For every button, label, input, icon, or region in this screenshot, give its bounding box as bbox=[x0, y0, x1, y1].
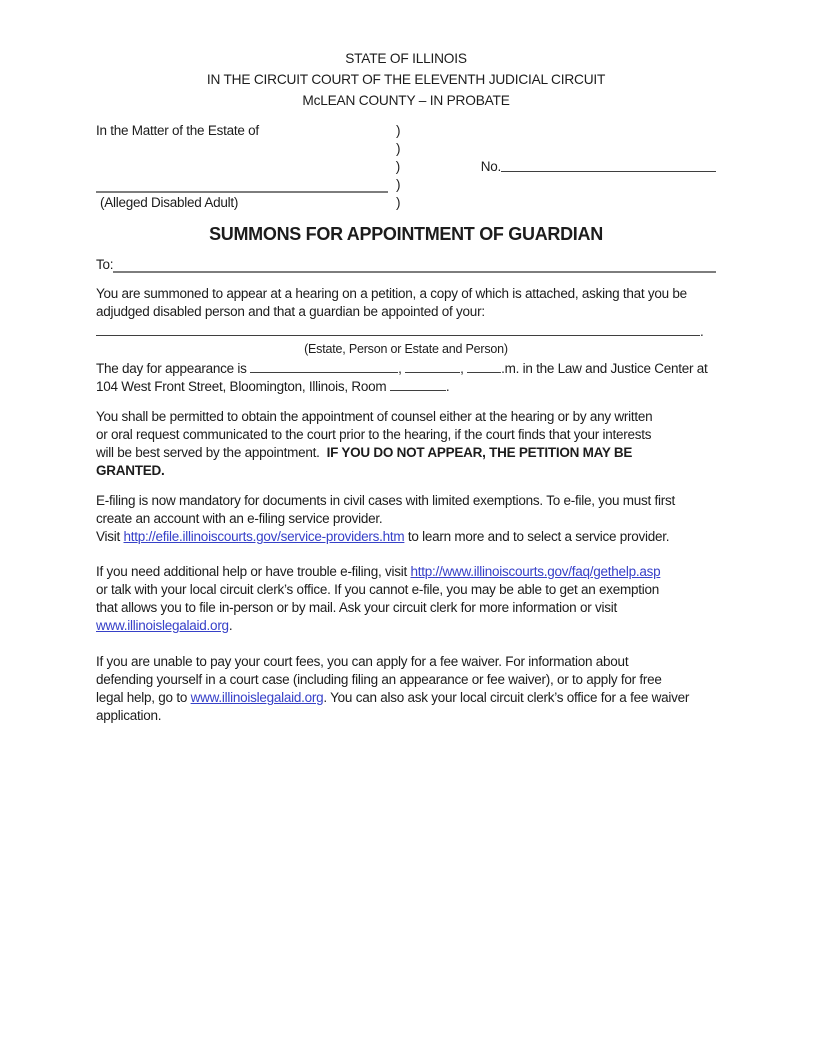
header-county-line: McLEAN COUNTY – IN PROBATE bbox=[302, 93, 510, 108]
efile-service-providers-link[interactable]: http://efile.illinoiscourts.gov/service-providers.htm bbox=[123, 529, 405, 544]
case-number-label: No. bbox=[480, 159, 501, 174]
summons-line-1: You are summoned to appear at a hearing on a petition, a copy of which is attached, asking that you be bbox=[96, 286, 687, 301]
caption-row-2 bbox=[96, 140, 716, 158]
guardianship-type-blank bbox=[96, 322, 700, 336]
illinoislegalaid-link-2[interactable]: www.illinoislegalaid.org bbox=[190, 690, 324, 705]
counsel-line-3: will be best served by the appointment. IF YOU DO NOT APPEAR, THE PETITION MAY BE bbox=[96, 445, 633, 460]
appearance-paragraph bbox=[96, 359, 716, 395]
fee-line-1: If you are unable to pay your court fees, you can apply for a fee waiver. For information about bbox=[96, 654, 629, 669]
help-line-1: If you need additional help or have trouble e-filing, visit http://www.illinoiscourts.gov/faq/gethelp.asp bbox=[96, 564, 661, 579]
efiling-paragraph bbox=[96, 492, 716, 546]
appearance-meridiem-blank bbox=[467, 359, 501, 373]
summons-paragraph bbox=[96, 285, 716, 321]
to-line bbox=[96, 256, 716, 274]
caption-paren: ) bbox=[396, 123, 401, 138]
blank-period: . bbox=[700, 324, 704, 339]
caption-row-1 bbox=[96, 122, 716, 140]
help-paragraph bbox=[96, 563, 716, 635]
matter-of-estate-label: In the Matter of the Estate of bbox=[96, 123, 259, 138]
appearance-date-blank bbox=[250, 359, 398, 373]
petition-warning-bold: IF YOU DO NOT APPEAR, THE PETITION MAY BE bbox=[326, 445, 633, 460]
courthouse-address: 104 West Front Street, Bloomington, Illinois, Room bbox=[96, 379, 390, 394]
room-number-blank bbox=[390, 377, 446, 391]
to-blank bbox=[113, 256, 716, 273]
appearance-prefix: The day for appearance is bbox=[96, 361, 251, 376]
to-label: To: bbox=[96, 257, 114, 272]
estate-person-caption: (Estate, Person or Estate and Person) bbox=[304, 342, 508, 356]
appearance-suffix: .m. in the Law and Justice Center at bbox=[501, 361, 708, 376]
case-number-blank bbox=[501, 158, 716, 172]
counsel-line-1: You shall be permitted to obtain the appointment of counsel either at the hearing or by any written bbox=[96, 409, 653, 424]
help-line-2: or talk with your local circuit clerk’s office. If you cannot e-file, you may be able to get an exemption bbox=[96, 582, 660, 597]
party-name-blank bbox=[96, 176, 388, 193]
illinoislegalaid-link[interactable]: www.illinoislegalaid.org bbox=[96, 618, 229, 633]
caption-row-3 bbox=[96, 158, 716, 176]
caption-paren: ) bbox=[395, 159, 400, 174]
alleged-disabled-adult-label: (Alleged Disabled Adult) bbox=[100, 195, 239, 210]
caption-paren: ) bbox=[396, 141, 401, 156]
efiling-line-2: create an account with an e-filing service provider. bbox=[96, 511, 383, 526]
fee-line-4: application. bbox=[96, 708, 162, 723]
guardianship-type-line bbox=[96, 322, 716, 340]
counsel-line-2: or oral request communicated to the court prior to the hearing, if the court finds that your interests bbox=[96, 427, 652, 442]
fee-line-3: legal help, go to www.illinoislegalaid.org. You can also ask your local circuit clerk’s office for a fee waiver bbox=[96, 690, 690, 705]
gethelp-link[interactable]: http://www.illinoiscourts.gov/faq/gethelp.asp bbox=[410, 564, 661, 579]
header-circuit-line: IN THE CIRCUIT COURT OF THE ELEVENTH JUDICIAL CIRCUIT bbox=[206, 72, 606, 87]
court-header bbox=[96, 48, 716, 111]
summons-line-2: adjudged disabled person and that a guardian be appointed of your: bbox=[96, 304, 485, 319]
document-title: SUMMONS FOR APPOINTMENT OF GUARDIAN bbox=[209, 224, 603, 244]
efiling-line-3: Visit http://efile.illinoiscourts.gov/service-providers.htm to learn more and to select a service provider. bbox=[96, 529, 670, 544]
header-state-line: STATE OF ILLINOIS bbox=[345, 51, 467, 66]
counsel-paragraph bbox=[96, 408, 716, 480]
appearance-time-blank bbox=[405, 359, 460, 373]
case-caption bbox=[96, 122, 716, 212]
caption-paren: ) bbox=[396, 177, 401, 192]
fee-waiver-paragraph bbox=[96, 653, 716, 725]
appearance-line-1: The day for appearance is , , .m. in the Law and Justice Center at bbox=[96, 361, 708, 376]
fee-line-2: defending yourself in a court case (including filing an appearance or fee waiver), or to apply for free bbox=[96, 672, 662, 687]
caption-row-4 bbox=[96, 176, 716, 194]
caption-row-5 bbox=[96, 194, 716, 212]
help-line-3: that allows you to file in-person or by mail. Ask your circuit clerk for more information or visit bbox=[96, 600, 617, 615]
efiling-line-1: E-filing is now mandatory for documents in civil cases with limited exemptions. To e-file, you must first bbox=[96, 493, 675, 508]
appearance-line-2: 104 West Front Street, Bloomington, Illinois, Room . bbox=[96, 379, 450, 394]
caption-paren: ) bbox=[396, 195, 401, 210]
page-content bbox=[96, 48, 716, 725]
granted-bold: GRANTED. bbox=[96, 463, 165, 478]
help-line-4: www.illinoislegalaid.org. bbox=[96, 618, 233, 633]
